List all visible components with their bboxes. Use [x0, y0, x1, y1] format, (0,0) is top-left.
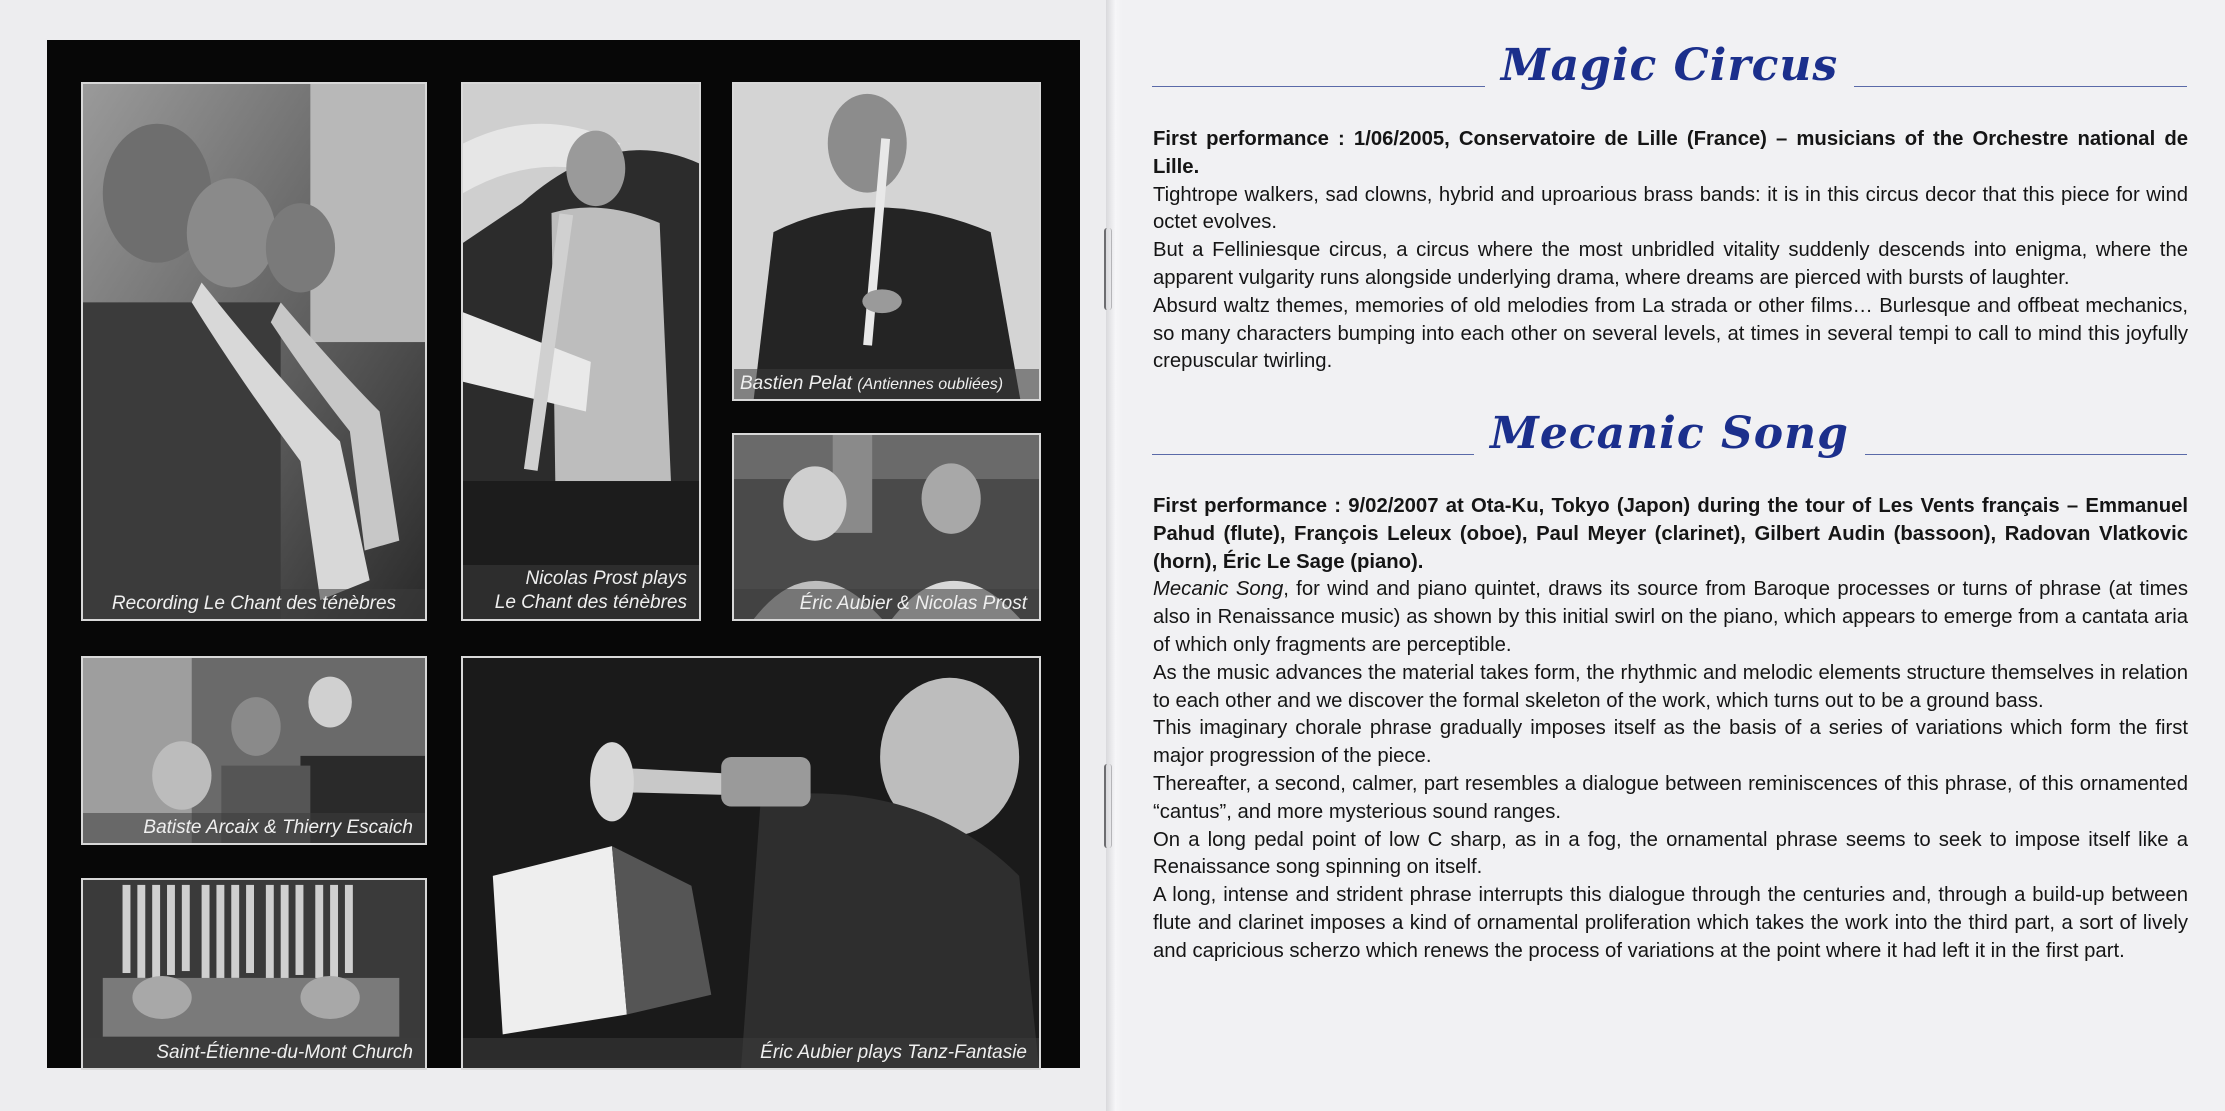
photo-batiste-thierry	[81, 656, 427, 845]
photo-nicolas-prost	[461, 82, 701, 621]
mecanic-song-intro-title: Mecanic Song	[1153, 578, 1284, 601]
mecanic-song-paragraph-2: This imaginary chorale phrase gradually imposes itself as the basis of a series of variations which form the first major progression of the piece.	[1153, 717, 2188, 768]
mecanic-song-paragraph-4: On a long pedal point of low C sharp, as in a fog, the ornamental phrase seems to seek to impose itself like a Renaissance song spinning on itself.	[1153, 828, 2188, 879]
mecanic-song-heading	[1152, 408, 2187, 472]
magic-circus-text	[1153, 126, 2188, 376]
mecanic-song-paragraph-1: As the music advances the material takes form, the rhythmic and melodic elements structure themselves in relation to each other and we discover the formal skeleton of the work, which turns out to be a ground bass.	[1153, 661, 2188, 712]
photo-recording-session	[81, 82, 427, 621]
eric-aubier-trumpet-image	[463, 658, 1039, 1068]
magic-circus-paragraph-2: But a Felliniesque circus, a circus where the most unbridled vitality suddenly descends into enigma, where the apparent vulgarity runs alongside underlying drama, where dreams are pierced with bursts of laughter.	[1153, 239, 2188, 289]
photo-eric-aubier-trumpet	[461, 656, 1041, 1070]
mecanic-song-title: Mecanic Song	[1474, 408, 1865, 459]
caption-eric-plays: Éric Aubier plays Tanz-Fantasie	[463, 1038, 1039, 1068]
caption-bastien-pelat	[734, 369, 1039, 399]
mecanic-song-intro-rest: , for wind and piano quintet, draws its source from Baroque processes or turns of phrase (at times also in Renaissance music) as shown by this initial swirl on the piano, which appears to emerge from a cantata aria of which only fragments are perceptible.	[1153, 578, 2188, 656]
caption-bastien-name: Bastien Pelat	[740, 373, 852, 394]
caption-eric-nicolas: Éric Aubier & Nicolas Prost	[734, 589, 1039, 619]
nicolas-prost-image	[463, 84, 699, 619]
magic-circus-paragraph-1: Tightrope walkers, sad clowns, hybrid and uproarious brass bands: it is in this circus decor that this piece for wind octet evolves.	[1153, 183, 2188, 234]
saxophone-players-image	[83, 84, 425, 619]
caption-nicolas-line2: Le Chant des ténèbres	[494, 592, 687, 613]
photo-bastien-pelat	[732, 82, 1041, 401]
mecanic-song-title-wrap	[1152, 408, 2187, 459]
magic-circus-heading	[1152, 40, 2187, 104]
caption-nicolas-line1: Nicolas Prost plays	[525, 568, 687, 589]
mecanic-song-text	[1153, 493, 2188, 966]
right-page	[1122, 0, 2225, 1111]
mecanic-song-paragraph-3: Thereafter, a second, calmer, part resembles a dialogue between reminiscences of this phrase, of this ornamented “cantus”, and more mysterious sound ranges.	[1153, 772, 2188, 823]
staple-bottom	[1104, 764, 1112, 848]
photo-board	[47, 40, 1080, 1068]
magic-circus-title-wrap	[1152, 40, 2187, 91]
caption-church: Saint-Étienne-du-Mont Church	[83, 1038, 425, 1068]
magic-circus-first-performance: First performance : 1/06/2005, Conservatoire de Lille (France) – musicians of the Orchestre national de Lille.	[1153, 128, 2188, 178]
caption-bastien-work: (Antiennes oubliées)	[857, 376, 1004, 393]
staple-top	[1104, 228, 1112, 310]
magic-circus-title: Magic Circus	[1485, 40, 1854, 91]
caption-nicolas-prost	[463, 565, 699, 619]
book-spine	[1106, 0, 1122, 1111]
photo-church-organ	[81, 878, 427, 1070]
mecanic-song-intro	[1153, 576, 2188, 659]
mecanic-song-first-performance: First performance : 9/02/2007 at Ota-Ku, Tokyo (Japon) during the tour of Les Vents français – Emmanuel Pahud (flute), François Leleux (oboe), Paul Meyer (clarinet), Gilbert Audin (bassoon), Radovan Vlatkovic (horn), Éric Le Sage (piano).	[1153, 495, 2188, 573]
caption-batiste-thierry: Batiste Arcaix & Thierry Escaich	[83, 813, 425, 843]
bastien-pelat-image	[734, 84, 1039, 399]
caption-recording: Recording Le Chant des ténèbres	[83, 589, 425, 619]
magic-circus-paragraph-3: Absurd waltz themes, memories of old melodies from La strada or other films… Burlesque and offbeat mechanics, so many characters bumping into each other on several levels, at times in several tempi to call to mind this joyfully crepuscular twirling.	[1153, 294, 2188, 373]
photo-eric-nicolas	[732, 433, 1041, 621]
left-page	[0, 0, 1110, 1111]
mecanic-song-paragraph-5: A long, intense and strident phrase interrupts this dialogue through the centuries and, through a build-up between flute and clarinet imposes a kind of ornamental proliferation which takes the work into the third part, a sort of lively and capricious scherzo which renews the process of variations at the point where it had left it in the first part.	[1153, 884, 2188, 962]
